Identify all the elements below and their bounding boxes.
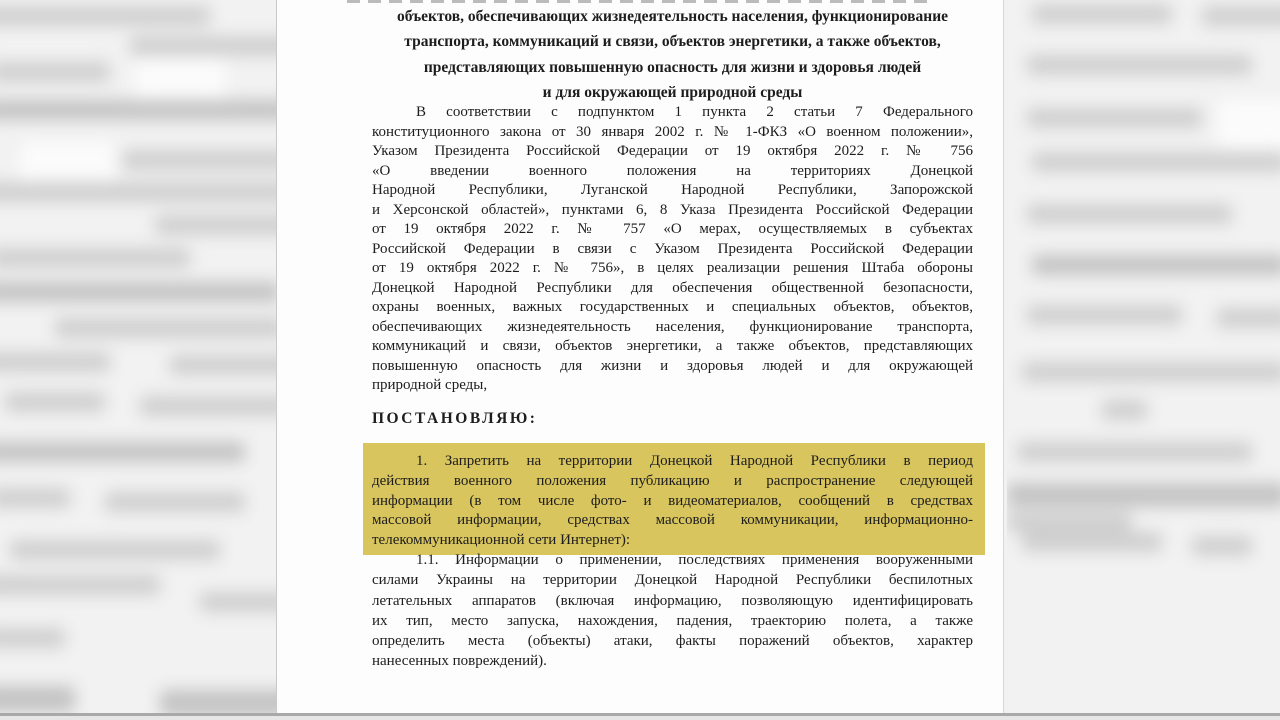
text-line: природной среды,: [372, 377, 488, 393]
text-line: охраны военных, важных государственных и специальных объектов, объектов,: [372, 299, 973, 315]
text-line: их тип, место запуска, нахождения, падения, траекторию полета, а также: [372, 612, 973, 629]
text-line: представляющих повышенную опасность для жизни и здоровья людей: [423, 58, 922, 76]
text-line: Российской Федерации в связи с Указом Президента Российской Федерации: [372, 240, 973, 257]
text-line: информации (в том числе фото- и видеоматериалов, сообщений в средствах: [372, 492, 973, 509]
text-line: от 19 октября 2022 г. № 756», в целях реализации решения Штаба обороны: [372, 260, 973, 276]
text-line: и Херсонской областей», пунктами 6, 8 Указа Президента Российской Федерации: [372, 201, 973, 218]
text-line: транспорта, коммуникаций и связи, объектов энергетики, а также объектов,: [404, 33, 941, 51]
highlighted-clause-1: [363, 443, 985, 555]
blur-texture: [1007, 0, 1280, 720]
clause-1-1: [372, 550, 973, 672]
blurred-backdrop-left: [0, 0, 276, 720]
preamble-paragraph: [372, 103, 973, 396]
text-line: Народной Республики, Луганской Народной Республики, Запорожской: [372, 182, 973, 198]
text-line: действия военного положения публикацию и распространение следующей: [372, 472, 973, 489]
blur-texture: [0, 0, 276, 720]
text-line: объектов, обеспечивающих жизнедеятельность населения, функционирование: [396, 8, 948, 25]
document-page: [276, 0, 1004, 720]
text-line: нанесенных повреждений).: [372, 653, 547, 670]
text-line: силами Украины на территории Донецкой Народной Республики беспилотных: [372, 572, 973, 589]
text-line: телекоммуникационной сети Интернет):: [372, 532, 631, 549]
cropped-text-top: [347, 0, 927, 3]
text-line: «О введении военного положения на территориях Донецкой: [372, 162, 973, 179]
text-line: от 19 октября 2022 г. № 757 «О мерах, осуществляемых в субъектах: [372, 221, 973, 237]
text-line: повышенную опасность для жизни и здоровья людей и для окружающей: [372, 357, 973, 374]
blurred-backdrop-right: [1007, 0, 1280, 720]
text-line: 1. Запретить на территории Донецкой Народной Республики в период: [416, 453, 973, 469]
text-line: определить места (объекты) атаки, факты поражений объектов, характер: [372, 633, 973, 650]
text-line: обеспечивающих жизнедеятельность населения, функционирование транспорта,: [372, 318, 973, 335]
resolution-heading: ПОСТАНОВЛЯЮ:: [372, 410, 538, 427]
text-line: Указом Президента Российской Федерации от 19 октября 2022 г. № 756: [372, 143, 973, 159]
text-line: Донецкой Народной Республики для обеспечения общественной безопасности,: [372, 279, 973, 296]
text-line: В соответствии с подпунктом 1 пункта 2 статьи 7 Федерального: [416, 104, 973, 120]
frame-bottom-strip: [0, 716, 1280, 720]
text-line: массовой информации, средствах массовой коммуникации, информационно-: [372, 512, 973, 529]
document-title: [372, 4, 973, 106]
text-line: летательных аппаратов (включая информацию, позволяющую идентифицировать: [372, 592, 973, 609]
text-line: конституционного закона от 30 января 2002 г. № 1-ФКЗ «О военном положении»,: [372, 123, 973, 140]
text-line: и для окружающей природной среды: [542, 84, 803, 102]
text-line: коммуникаций и связи, объектов энергетики, а также объектов, представляющих: [372, 338, 973, 354]
text-line: 1.1. Информации о применении, последствиях применения вооруженными: [416, 552, 973, 568]
